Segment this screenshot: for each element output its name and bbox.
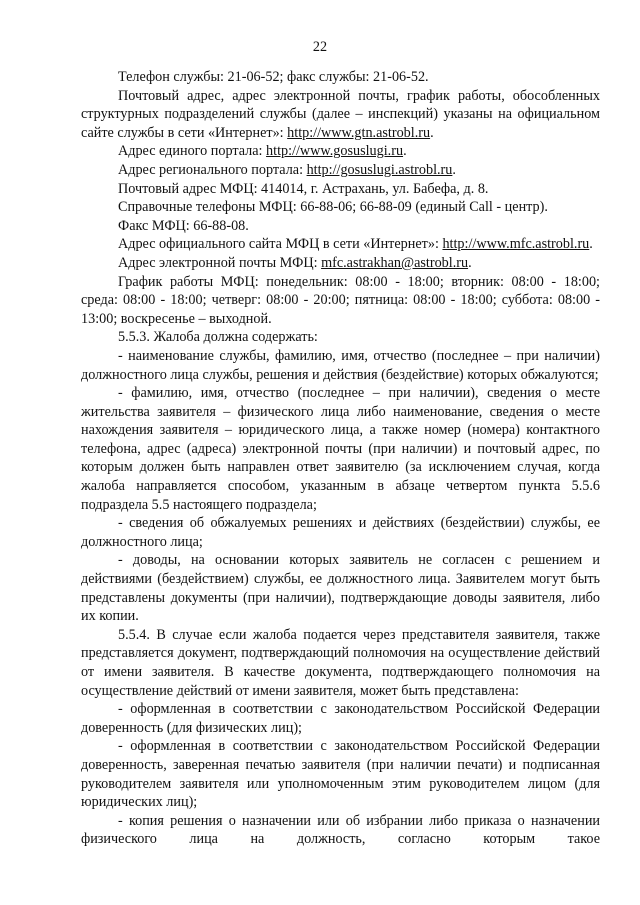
paragraph-text: - доводы, на основании которых заявитель не согласен с решением и действиями (бездействием) службы, ее должностного лица. Заявителем могут быть представлены документы (при наличии), подтверждающие доводы заявителя, либо их копии.	[81, 552, 600, 625]
paragraph	[81, 180, 600, 199]
hyperlink[interactable]: http://www.mfc.astrobl.ru	[442, 236, 590, 253]
paragraph-text: .	[403, 143, 407, 160]
paragraph	[81, 87, 600, 143]
paragraph-text: - сведения об обжалуемых решениях и действиях (бездействии) службы, ее должностного лица;	[81, 515, 600, 550]
paragraph	[81, 384, 600, 514]
paragraph-text: - фамилию, имя, отчество (последнее – при наличии), сведения о месте жительства заявителя – физического лица либо наименование, сведения о месте нахождения заявителя – юридического лица, а также номер (номера) контактного телефона, адрес (адреса) электронной почты (при наличии) и почтовый адрес, по которым должен быть направлен ответ заявителю (за исключением случая, когда жалоба направляется способом, указанным в абзаце четвертом пункта 5.5.6 подраздела 5.5 настоящего подраздела;	[81, 385, 600, 513]
hyperlink[interactable]: http://www.gtn.astrobl.ru	[287, 124, 431, 141]
paragraph	[81, 198, 600, 217]
paragraph	[81, 347, 600, 384]
paragraph-text: Адрес официального сайта МФЦ в сети «Интернет»:	[118, 236, 443, 253]
document-body	[81, 68, 600, 849]
paragraph	[81, 217, 600, 236]
paragraph	[81, 737, 600, 811]
paragraph	[81, 514, 600, 551]
hyperlink[interactable]: mfc.astrakhan@astrobl.ru	[321, 254, 469, 271]
paragraph	[81, 700, 600, 737]
page-number: 22	[312, 39, 328, 55]
paragraph	[81, 142, 600, 161]
paragraph	[81, 161, 600, 180]
paragraph-text: Адрес единого портала:	[118, 143, 267, 160]
paragraph-text: Почтовый адрес МФЦ: 414014, г. Астрахань, ул. Бабефа, д. 8.	[118, 180, 489, 197]
paragraph-text: Адрес регионального портала:	[118, 161, 307, 178]
paragraph-text: - оформленная в соответствии с законодательством Российской Федерации доверенность, заверенная печатью заявителя (при наличии печати) и подписанная руководителем заявителя или уполномоченным этим руководителем лицом (для юридических лиц);	[81, 738, 600, 811]
paragraph-text: .	[452, 161, 456, 178]
hyperlink[interactable]: http://gosuslugi.astrobl.ru	[306, 161, 453, 178]
paragraph	[81, 68, 600, 87]
paragraph-text: График работы МФЦ: понедельник: 08:00 - 18:00; вторник: 08:00 - 18:00; среда: 08:00 - 18:00; четверг: 08:00 - 20:00; пятница: 08:00 - 18:00; суббота: 08:00 - 13:00; воскресенье – выходной.	[81, 273, 600, 327]
paragraph-text: - оформленная в соответствии с законодательством Российской Федерации доверенность (для физических лиц);	[81, 701, 600, 736]
paragraph	[81, 551, 600, 625]
paragraph-text: .	[430, 124, 434, 141]
paragraph	[81, 254, 600, 273]
paragraph	[81, 328, 600, 347]
paragraph-text: 5.5.4. В случае если жалоба подается через представителя заявителя, также представляется документ, подтверждающий полномочия на осуществление действий от имени заявителя. В качестве документа, подтверждающего полномочия на осуществление действий от имени заявителя, может быть представлена:	[81, 626, 600, 699]
paragraph-text: Почтовый адрес, адрес электронной почты, график работы, обособленных структурных подразделений службы (далее – инспекций) указаны на официальном сайте службы в сети «Интернет»:	[81, 87, 600, 141]
paragraph	[81, 626, 600, 700]
paragraph-text: - наименование службы, фамилию, имя, отчество (последнее – при наличии) должностного лица службы, решения и действия (бездействие) которых обжалуются;	[81, 347, 600, 383]
paragraph	[81, 273, 600, 329]
hyperlink[interactable]: http://www.gosuslugi.ru	[266, 143, 404, 160]
paragraph	[81, 812, 600, 849]
paragraph-text: Адрес электронной почты МФЦ:	[118, 254, 322, 271]
paragraph	[81, 235, 600, 254]
paragraph-text: .	[468, 254, 472, 271]
paragraph-text: 5.5.3. Жалоба должна содержать:	[118, 329, 318, 346]
paragraph-text: .	[589, 236, 593, 253]
paragraph-text: Факс МФЦ: 66-88-08.	[118, 217, 249, 234]
paragraph-text: Телефон службы: 21-06-52; факс службы: 21-06-52.	[118, 69, 429, 85]
paragraph-text: - копия решения о назначении или об избрании либо приказа о назначении физического лица на должность, согласно которым такое	[81, 812, 600, 848]
paragraph-text: Справочные телефоны МФЦ: 66-88-06; 66-88-09 (единый Call - центр).	[118, 199, 548, 216]
